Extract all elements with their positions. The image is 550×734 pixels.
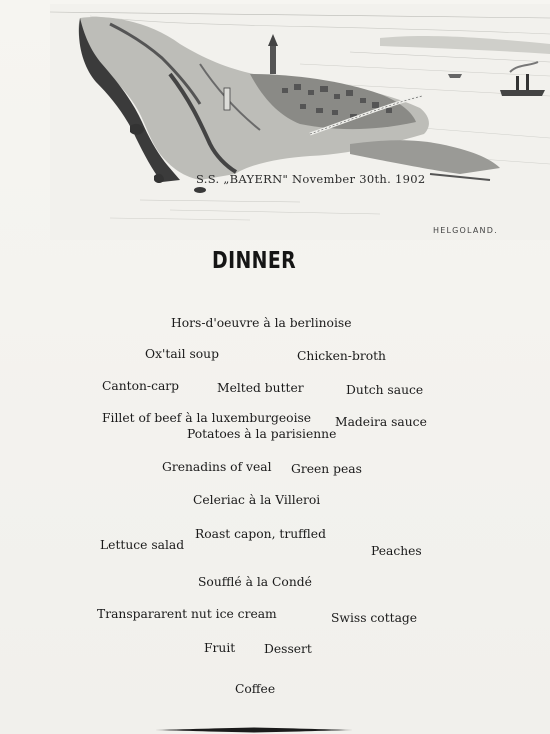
menu-item-dessert: Dessert — [264, 642, 312, 656]
menu-item-canton-carp: Canton-carp — [102, 379, 180, 393]
menu-item-melted-butter: Melted butter — [217, 381, 304, 395]
menu-item-hors-doeuvre: Hors-d'oeuvre à la berlinoise — [171, 316, 352, 330]
place-label: HELGOLAND. — [433, 226, 498, 235]
menu-item-potatoes: Potatoes à la parisienne — [187, 427, 337, 441]
helgoland-illustration — [50, 4, 550, 240]
menu-item-fruit: Fruit — [204, 641, 236, 655]
voyage-caption: S.S. „BAYERN" November 30th. 1902 — [196, 172, 426, 186]
menu-item-souffle: Soufflé à la Condé — [198, 575, 312, 589]
menu-item-coffee: Coffee — [235, 682, 276, 696]
menu-item-madeira-sauce: Madeira sauce — [335, 415, 427, 429]
menu-item-nut-ice-cream: Transpararent nut ice cream — [97, 607, 277, 621]
menu-title: DINNER — [212, 248, 297, 274]
menu-item-chicken-broth: Chicken-broth — [297, 349, 386, 363]
menu-item-peaches: Peaches — [371, 544, 422, 558]
menu-item-swiss-cottage: Swiss cottage — [331, 611, 418, 625]
menu-item-oxtail-soup: Ox'tail soup — [145, 347, 219, 361]
menu-item-fillet-of-beef: Fillet of beef à la luxemburgeoise — [102, 411, 312, 425]
menu-item-roast-capon: Roast capon, truffled — [195, 527, 326, 541]
ornamental-rule — [155, 727, 353, 733]
menu-item-lettuce-salad: Lettuce salad — [100, 538, 185, 552]
menu-item-celeriac: Celeriac à la Villeroi — [193, 493, 321, 507]
menu-item-grenadins-of-veal: Grenadins of veal — [162, 460, 272, 474]
menu-item-dutch-sauce: Dutch sauce — [346, 383, 424, 397]
menu-item-green-peas: Green peas — [291, 462, 362, 476]
